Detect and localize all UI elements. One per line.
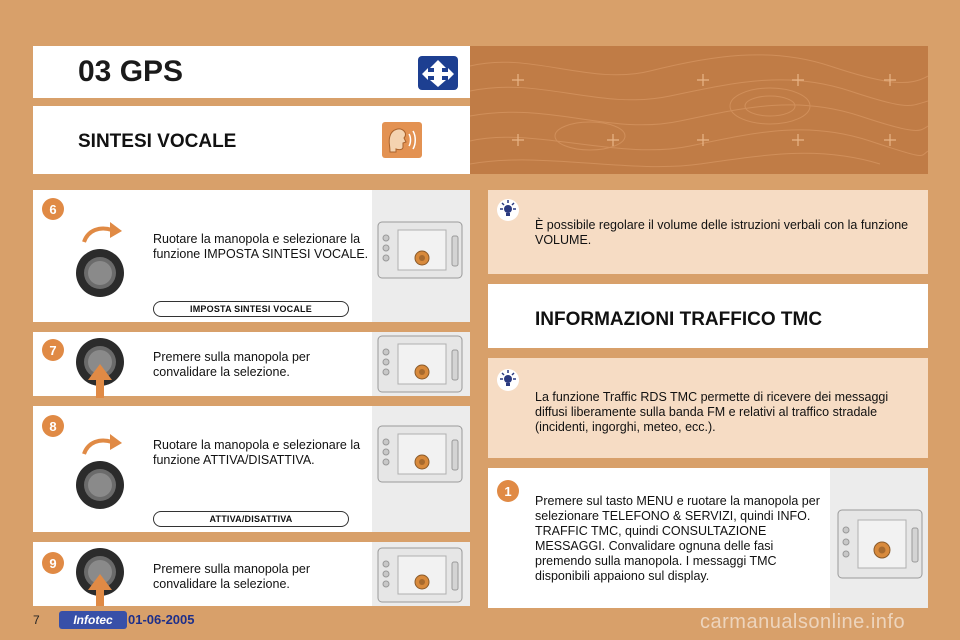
radio-unit-illustration (376, 334, 464, 394)
step-number-badge: 6 (42, 198, 64, 220)
tip-text: La funzione Traffic RDS TMC permette di ricevere dei messaggi diffusi liberamente sulla banda FM e relativi al traffico stradale (incidenti, ingorghi, meteo, ecc.). (535, 390, 889, 434)
step-number-badge: 7 (42, 339, 64, 361)
radio-unit-illustration (836, 508, 924, 580)
edition-date: 01-06-2005 (128, 612, 195, 627)
lightbulb-icon (496, 198, 520, 222)
rotary-knob-rotate-icon (70, 218, 140, 298)
step-instruction: Premere sulla manopola per convalidare la selezione. (153, 562, 311, 591)
lightbulb-icon (496, 368, 520, 392)
tmc-title: INFORMAZIONI TRAFFICO TMC (535, 309, 823, 330)
radio-unit-illustration (376, 424, 464, 484)
voice-synthesis-icon (382, 122, 422, 158)
step-number-badge: 1 (497, 480, 519, 502)
gps-navigation-icon (418, 56, 458, 90)
page-number: 7 (33, 613, 40, 627)
chapter-title: 03 GPS (78, 55, 184, 88)
step-instruction: Premere sulla manopola per convalidare la selezione. (153, 350, 311, 379)
decorative-topo-panel (470, 46, 928, 174)
radio-unit-illustration (376, 546, 464, 604)
tip-text: È possibile regolare il volume delle istruzioni verbali con la funzione VOLUME. (535, 218, 909, 247)
watermark: carmanualsonline.info (700, 611, 906, 633)
step-number-badge: 9 (42, 552, 64, 574)
radio-unit-illustration (376, 220, 464, 280)
rotary-knob-rotate-icon (70, 430, 140, 510)
step-number-badge: 8 (42, 415, 64, 437)
step-instruction: Ruotare la manopola e selezionare la funzione IMPOSTA SINTESI VOCALE. (153, 232, 369, 261)
infotec-logo: Infotec (59, 611, 127, 629)
rotary-knob-press-icon (70, 334, 140, 400)
step-instruction: Ruotare la manopola e selezionare la funzione ATTIVA/DISATTIVA. (153, 438, 361, 467)
display-option-pill: IMPOSTA SINTESI VOCALE (153, 301, 349, 317)
section-title: SINTESI VOCALE (78, 131, 237, 152)
step-instruction: Premere sul tasto MENU e ruotare la manopola per selezionare TELEFONO & SERVIZI, quindi INFO. TRAFFIC TMC, quindi CONSULTAZIONE MESSAGGI. Convalidare ognuna delle fasi premendo sulla manopola. I messaggi TMC disponibili appaiono sul display. (535, 494, 820, 583)
rotary-knob-press-icon (70, 544, 140, 608)
display-option-pill: ATTIVA/DISATTIVA (153, 511, 349, 527)
